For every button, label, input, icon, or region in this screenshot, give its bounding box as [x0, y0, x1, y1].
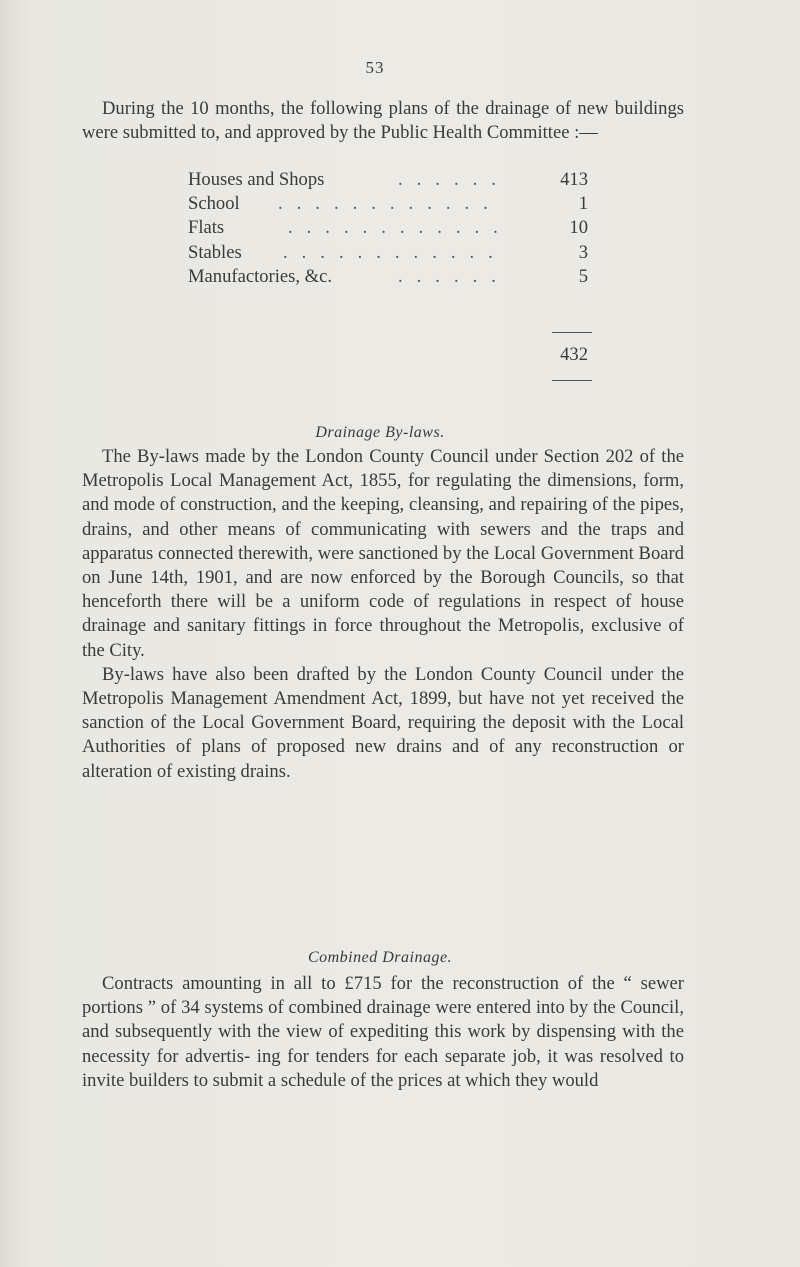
paragraph: By-laws have also been drafted by the London County Council under the Metropolis Management Amendment Act, 1899, but have not yet received the sanction of the Local Government Board, requiring the deposit with the Local Authorities of plans of proposed new drains and of any reconstruction or alteration of existing drains. — [82, 663, 684, 782]
leader-dots: ...... — [398, 169, 510, 190]
drainage-bylaws-section — [82, 445, 684, 784]
table-row — [188, 241, 598, 265]
table-row — [188, 168, 598, 192]
section-heading: Combined Drainage. — [307, 949, 453, 966]
paragraph: Contracts amounting in all to £715 for the reconstruction of the “ sewer portions ” of 34 systems of combined drainage were entered into by the Council, and subsequently with the view of expediting this work by dispensing with the necessity for advertis- ing for tenders for each separate job, it was resolved to invite builders to submit a schedule of the prices at which they would — [82, 973, 684, 1091]
table-row — [188, 216, 598, 240]
row-value: 10 — [569, 217, 588, 239]
section-heading: Drainage By-laws. — [315, 424, 445, 441]
paragraph: The By-laws made by the London County Council under Section 202 of the Metropolis Local Management Act, 1855, for regulating the dimensions, form, and mode of construction, and the keeping, cleansing, and repairing of the pipes, drains, and other means of communicating with sewers and the traps and apparatus connected therewith, were sanctioned by the Local Government Board on June 14th, 1901, and are now enforced by the Borough Councils, so that henceforth there will be a uniform code of regulations in respect of house drainage and sanitary fittings in force throughout the Metropolis, exclusive of the City. — [82, 446, 684, 661]
leader-dots: ............ — [283, 241, 507, 263]
page-number: 53 — [365, 58, 385, 77]
intro-paragraph — [82, 97, 684, 145]
row-label: Stables — [188, 241, 242, 263]
row-label: Flats — [188, 217, 225, 239]
leader-dots: ...... — [398, 265, 510, 287]
row-label: School — [188, 193, 240, 215]
table-total: 432 — [560, 344, 588, 365]
plans-table — [188, 168, 598, 365]
row-value: 3 — [578, 241, 588, 263]
sum-rule — [552, 332, 592, 333]
total-rule — [552, 380, 592, 381]
row-label: Houses and Shops — [188, 169, 325, 190]
intro-text: During the 10 months, the following plans of the drainage of new buildings were submitted to, and approved by the Public Health Committee :— — [82, 98, 684, 144]
row-value: 413 — [560, 169, 588, 190]
leader-dots: ............ — [278, 193, 502, 215]
table-row — [188, 192, 598, 216]
row-value: 1 — [578, 193, 588, 215]
row-value: 5 — [578, 265, 588, 287]
leader-dots: ............ — [288, 217, 512, 239]
table-row — [188, 265, 598, 289]
row-label: Manufactories, &c. — [188, 265, 333, 287]
combined-drainage-section — [82, 972, 684, 1093]
